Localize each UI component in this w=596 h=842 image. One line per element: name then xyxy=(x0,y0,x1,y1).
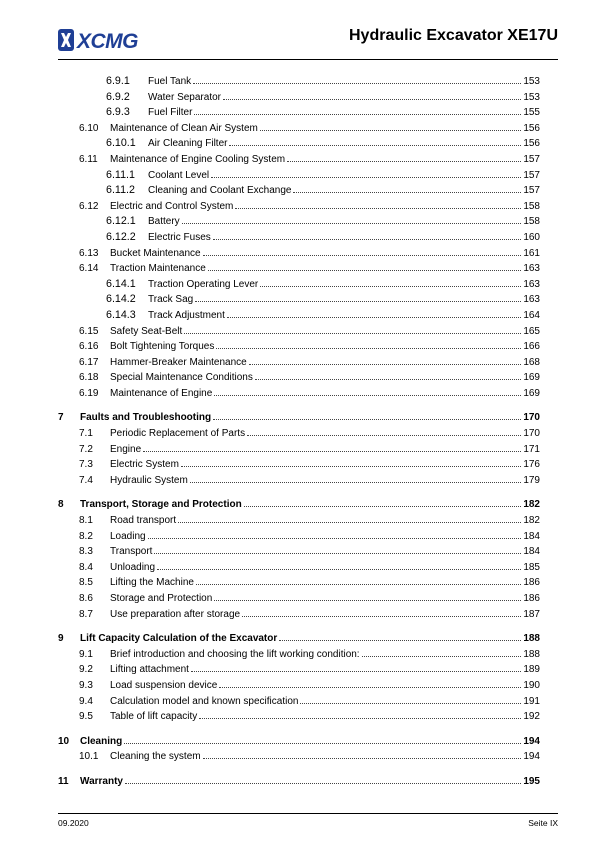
toc-leader-dots xyxy=(249,354,522,365)
toc-entry-title: Bolt Tightening Torques xyxy=(110,339,215,355)
toc-entry-page: 182 xyxy=(523,513,540,529)
toc-entry-title: Faults and Troubleshooting xyxy=(80,410,212,426)
toc-leader-dots xyxy=(157,559,521,570)
toc-entry-page: 182 xyxy=(523,497,540,513)
toc-entry-number: 6.18 xyxy=(79,372,99,384)
toc-leader-dots xyxy=(216,338,521,349)
toc-section-gap xyxy=(58,764,540,773)
toc-entry[interactable] xyxy=(58,773,540,789)
toc-entry[interactable] xyxy=(58,559,540,575)
toc-entry-page: 157 xyxy=(523,183,540,199)
toc-leader-dots xyxy=(199,708,521,719)
toc-entry-number: 7.2 xyxy=(79,443,93,455)
toc-leader-dots xyxy=(196,574,521,585)
toc-entry[interactable] xyxy=(58,646,540,662)
toc-entry-number: 6.15 xyxy=(79,325,99,337)
toc-entry-title: Hydraulic System xyxy=(110,473,189,489)
toc-entry-number: 7.4 xyxy=(79,474,93,486)
page-header xyxy=(0,0,596,60)
toc-entry-title: Engine xyxy=(110,442,142,458)
toc-entry[interactable] xyxy=(58,104,540,120)
toc-entry-page: 169 xyxy=(523,386,540,402)
toc-leader-dots xyxy=(148,528,522,539)
toc-entry[interactable] xyxy=(58,693,540,709)
toc-entry-page: 157 xyxy=(523,168,540,184)
toc-entry-title: Electric and Control System xyxy=(110,199,234,215)
toc-leader-dots xyxy=(213,409,521,420)
toc-entry-page: 161 xyxy=(523,246,540,262)
toc-leader-dots xyxy=(211,167,521,178)
toc-entry-page: 158 xyxy=(523,214,540,230)
toc-entry-title: Lifting attachment xyxy=(110,662,190,678)
toc-entry-page: 163 xyxy=(523,277,540,293)
toc-leader-dots xyxy=(194,104,521,115)
toc-entry-number: 9.5 xyxy=(79,711,93,723)
toc-entry-page: 153 xyxy=(523,90,540,106)
toc-entry-title: Maintenance of Engine xyxy=(110,386,213,402)
toc-entry-number: 6.10.1 xyxy=(106,137,136,150)
toc-leader-dots xyxy=(300,693,521,704)
toc-entry[interactable] xyxy=(58,677,540,693)
toc-entry-title: Load suspension device xyxy=(110,678,218,694)
toc-entry-page: 170 xyxy=(523,410,540,426)
toc-leader-dots xyxy=(362,646,522,657)
toc-leader-dots xyxy=(235,198,521,209)
toc-entry-title: Periodic Replacement of Parts xyxy=(110,426,246,442)
toc-leader-dots xyxy=(193,73,521,84)
toc-entry-title: Safety Seat-Belt xyxy=(110,324,183,340)
toc-entry-number: 7 xyxy=(58,412,64,424)
toc-leader-dots xyxy=(184,323,521,334)
toc-entry[interactable] xyxy=(58,385,540,401)
toc-entry[interactable] xyxy=(58,276,540,292)
toc-entry-number: 9.2 xyxy=(79,664,93,676)
toc-entry[interactable] xyxy=(58,661,540,677)
toc-section-gap xyxy=(58,724,540,733)
toc-leader-dots xyxy=(223,89,521,100)
toc-entry-number: 10 xyxy=(58,735,70,747)
toc-entry-page: 179 xyxy=(523,473,540,489)
toc-entry-page: 170 xyxy=(523,426,540,442)
toc-entry-number: 6.19 xyxy=(79,387,99,399)
toc-entry[interactable] xyxy=(58,496,540,512)
toc-entry[interactable] xyxy=(58,73,540,89)
toc-entry-title: Loading xyxy=(110,529,147,545)
toc-entry-page: 184 xyxy=(523,529,540,545)
toc-entry-page: 191 xyxy=(523,694,540,710)
toc-entry-number: 6.12.2 xyxy=(106,230,136,243)
toc-entry-title: Fuel Filter xyxy=(148,105,193,121)
toc-entry[interactable] xyxy=(58,456,540,472)
toc-entry-number: 6.17 xyxy=(79,356,99,368)
toc-leader-dots xyxy=(242,606,521,617)
toc-entry-number: 6.13 xyxy=(79,247,99,259)
toc-entry-page: 163 xyxy=(523,292,540,308)
toc-leader-dots xyxy=(190,472,522,483)
toc-section-gap xyxy=(58,621,540,630)
toc-leader-dots xyxy=(260,120,521,131)
toc-leader-dots xyxy=(124,733,521,744)
toc-entry-page: 195 xyxy=(523,774,540,790)
toc-entry-title: Road transport xyxy=(110,513,177,529)
toc-entry-number: 6.9.3 xyxy=(106,106,130,119)
toc-entry-page: 186 xyxy=(523,591,540,607)
toc-entry[interactable] xyxy=(58,574,540,590)
toc-leader-dots xyxy=(214,590,521,601)
toc-leader-dots xyxy=(143,441,521,452)
toc-entry[interactable] xyxy=(58,151,540,167)
toc-entry-number: 6.14 xyxy=(79,263,99,275)
toc-leader-dots xyxy=(213,229,522,240)
toc-entry-number: 7.3 xyxy=(79,459,93,471)
toc-entry[interactable] xyxy=(58,543,540,559)
toc-entry[interactable] xyxy=(58,260,540,276)
toc-leader-dots xyxy=(287,151,521,162)
toc-entry-title: Cleaning the system xyxy=(110,749,202,765)
toc-entry[interactable] xyxy=(58,167,540,183)
toc-entry-page: 164 xyxy=(523,308,540,324)
toc-leader-dots xyxy=(219,677,521,688)
toc-entry-page: 185 xyxy=(523,560,540,576)
toc-entry-title: Unloading xyxy=(110,560,156,576)
toc-entry[interactable] xyxy=(58,135,540,151)
toc-entry[interactable] xyxy=(58,441,540,457)
xcmg-logo xyxy=(58,27,156,53)
toc-entry-page: 194 xyxy=(523,749,540,765)
toc-entry-number: 6.9.2 xyxy=(106,90,130,103)
toc-entry[interactable] xyxy=(58,512,540,528)
toc-entry-number: 8.3 xyxy=(79,546,93,558)
toc-entry[interactable] xyxy=(58,354,540,370)
toc-leader-dots xyxy=(182,213,522,224)
toc-entry-title: Brief introduction and choosing the lift working condition: xyxy=(110,647,361,663)
toc-entry-title: Cleaning xyxy=(80,734,123,750)
toc-entry-page: 184 xyxy=(523,544,540,560)
toc-entry-title: Lifting the Machine xyxy=(110,575,195,591)
toc-entry-number: 9.3 xyxy=(79,679,93,691)
toc-entry-title: Transport xyxy=(110,544,153,560)
toc-leader-dots xyxy=(181,456,521,467)
toc-leader-dots xyxy=(191,661,521,672)
toc-entry[interactable] xyxy=(58,748,540,764)
toc-entry-title: Electric System xyxy=(110,457,180,473)
toc-entry-page: 188 xyxy=(523,647,540,663)
toc-section-gap xyxy=(58,487,540,496)
toc-entry-number: 8.6 xyxy=(79,593,93,604)
toc-leader-dots xyxy=(247,425,521,436)
toc-entry[interactable] xyxy=(58,323,540,339)
toc-entry-number: 11 xyxy=(58,775,69,787)
toc-leader-dots xyxy=(227,307,521,318)
toc-entry-page: 171 xyxy=(523,442,540,458)
toc-entry-number: 6.14.1 xyxy=(106,277,136,290)
toc-entry[interactable] xyxy=(58,245,540,261)
toc-entry-title: Track Sag xyxy=(148,292,194,308)
toc-entry-number: 6.11 xyxy=(79,153,98,165)
toc-entry-number: 7.1 xyxy=(79,428,93,440)
toc-entry-page: 188 xyxy=(523,631,540,647)
toc-entry-number: 6.16 xyxy=(79,341,99,353)
toc-entry[interactable] xyxy=(58,120,540,136)
toc-entry-title: Transport, Storage and Protection xyxy=(80,497,243,513)
toc-entry[interactable] xyxy=(58,213,540,229)
toc-entry-number: 8.5 xyxy=(79,577,93,589)
toc-entry-title: Track Adjustment xyxy=(148,308,226,324)
toc-entry-title: Warranty xyxy=(80,774,124,790)
toc-entry-number: 8.1 xyxy=(79,515,93,527)
toc-entry[interactable] xyxy=(58,606,540,622)
toc-entry[interactable] xyxy=(58,307,540,323)
toc-entry-page: 187 xyxy=(523,607,540,623)
toc-entry[interactable] xyxy=(58,472,540,488)
toc-entry-number: 6.12 xyxy=(79,200,99,212)
toc-entry-page: 157 xyxy=(523,152,540,168)
toc-entry[interactable] xyxy=(58,89,540,105)
toc-entry-page: 163 xyxy=(523,261,540,277)
toc-entry-number: 9.4 xyxy=(79,695,93,707)
toc-leader-dots xyxy=(203,748,522,759)
svg-text:XCMG: XCMG xyxy=(77,30,138,53)
toc-entry[interactable] xyxy=(58,590,540,606)
toc-entry-page: 189 xyxy=(523,662,540,678)
footer-date: 09.2020 xyxy=(58,818,89,828)
toc-entry-title: Cleaning and Coolant Exchange xyxy=(148,183,292,199)
toc-entry-number: 9.1 xyxy=(79,648,93,660)
toc-entry-page: 156 xyxy=(523,136,540,152)
toc-entry-number: 10.1 xyxy=(79,751,99,763)
toc-entry-number: 6.12.1 xyxy=(106,215,136,228)
toc-entry-number: 6.10 xyxy=(79,122,99,134)
toc-entry-title: Fuel Tank xyxy=(148,74,192,90)
toc-leader-dots xyxy=(203,245,522,256)
toc-entry-page: 166 xyxy=(523,339,540,355)
toc-leader-dots xyxy=(293,182,521,193)
header-rule xyxy=(58,59,558,60)
toc-entry-page: 153 xyxy=(523,74,540,90)
toc-entry-page: 190 xyxy=(523,678,540,694)
toc-entry[interactable] xyxy=(58,338,540,354)
toc-entry[interactable] xyxy=(58,425,540,441)
toc-entry-page: 168 xyxy=(523,355,540,371)
toc-entry-page: 160 xyxy=(523,230,540,246)
toc-entry[interactable] xyxy=(58,291,540,307)
toc-leader-dots xyxy=(255,369,521,380)
toc-entry-title: Maintenance of Engine Cooling System xyxy=(110,152,286,168)
toc-entry-title: Electric Fuses xyxy=(148,230,212,246)
toc-entry-number: 8.2 xyxy=(79,530,93,542)
toc-entry-page: 156 xyxy=(523,121,540,137)
toc-entry-number: 9 xyxy=(58,633,64,645)
toc-entry[interactable] xyxy=(58,733,540,749)
toc-entry-number: 6.11.1 xyxy=(106,168,135,181)
toc-entry-title: Maintenance of Clean Air System xyxy=(110,121,259,137)
toc-entry-number: 6.14.3 xyxy=(106,308,136,321)
toc-entry[interactable] xyxy=(58,630,540,646)
toc-entry[interactable] xyxy=(58,528,540,544)
toc-entry-title: Traction Maintenance xyxy=(110,261,207,277)
toc-entry-page: 155 xyxy=(523,105,540,121)
toc-entry-title: Use preparation after storage xyxy=(110,607,241,623)
toc-leader-dots xyxy=(260,276,521,287)
toc-entry[interactable] xyxy=(58,409,540,425)
toc-leader-dots xyxy=(244,496,522,507)
toc-entry-number: 8.7 xyxy=(79,608,93,620)
toc-leader-dots xyxy=(214,385,521,396)
toc-entry-title: Battery xyxy=(148,214,181,230)
toc-leader-dots xyxy=(154,543,521,554)
toc-entry-title: Air Cleaning Filter xyxy=(148,136,228,152)
toc-entry-title: Storage and Protection xyxy=(110,591,213,607)
toc-section-gap xyxy=(58,400,540,409)
toc-leader-dots xyxy=(195,291,521,302)
toc-entry-page: 186 xyxy=(523,575,540,591)
toc-entry-number: 8.4 xyxy=(79,561,93,573)
toc-entry[interactable] xyxy=(58,369,540,385)
toc-entry-title: Table of lift capacity xyxy=(110,709,198,725)
toc-entry-title: Traction Operating Lever xyxy=(148,277,259,293)
toc-entry-title: Hammer-Breaker Maintenance xyxy=(110,355,248,371)
toc-entry-page: 158 xyxy=(523,199,540,215)
toc-entry-page: 194 xyxy=(523,734,540,750)
toc-entry-title: Calculation model and known specification xyxy=(110,694,299,710)
toc-leader-dots xyxy=(178,512,521,523)
toc-entry-page: 176 xyxy=(523,457,540,473)
toc-entry-page: 165 xyxy=(523,324,540,340)
toc-entry-number: 6.14.2 xyxy=(106,293,136,306)
toc-entry-title: Lift Capacity Calculation of the Excavator xyxy=(80,631,278,647)
toc-entry[interactable] xyxy=(58,229,540,245)
toc-entry-title: Special Maintenance Conditions xyxy=(110,370,254,386)
document-title: Hydraulic Excavator XE17U xyxy=(349,27,558,44)
toc-entry[interactable] xyxy=(58,708,540,724)
toc-entry-number: 6.9.1 xyxy=(106,75,130,87)
toc-entry-title: Water Separator xyxy=(148,90,222,106)
footer-page-number: Seite IX xyxy=(528,818,558,828)
toc-entry-page: 169 xyxy=(523,370,540,386)
toc-entry-title: Coolant Level xyxy=(148,168,210,184)
toc-leader-dots xyxy=(279,630,521,641)
toc-entry-number: 8 xyxy=(58,499,64,511)
toc-leader-dots xyxy=(229,135,521,146)
toc-entry[interactable] xyxy=(58,198,540,214)
table-of-contents xyxy=(58,73,540,789)
toc-leader-dots xyxy=(208,260,522,271)
toc-entry-title: Bucket Maintenance xyxy=(110,246,202,262)
toc-entry-number: 6.11.2 xyxy=(106,184,135,197)
toc-entry[interactable] xyxy=(58,182,540,198)
toc-leader-dots xyxy=(125,773,521,784)
toc-entry-page: 192 xyxy=(523,709,540,725)
footer-rule xyxy=(58,813,558,814)
